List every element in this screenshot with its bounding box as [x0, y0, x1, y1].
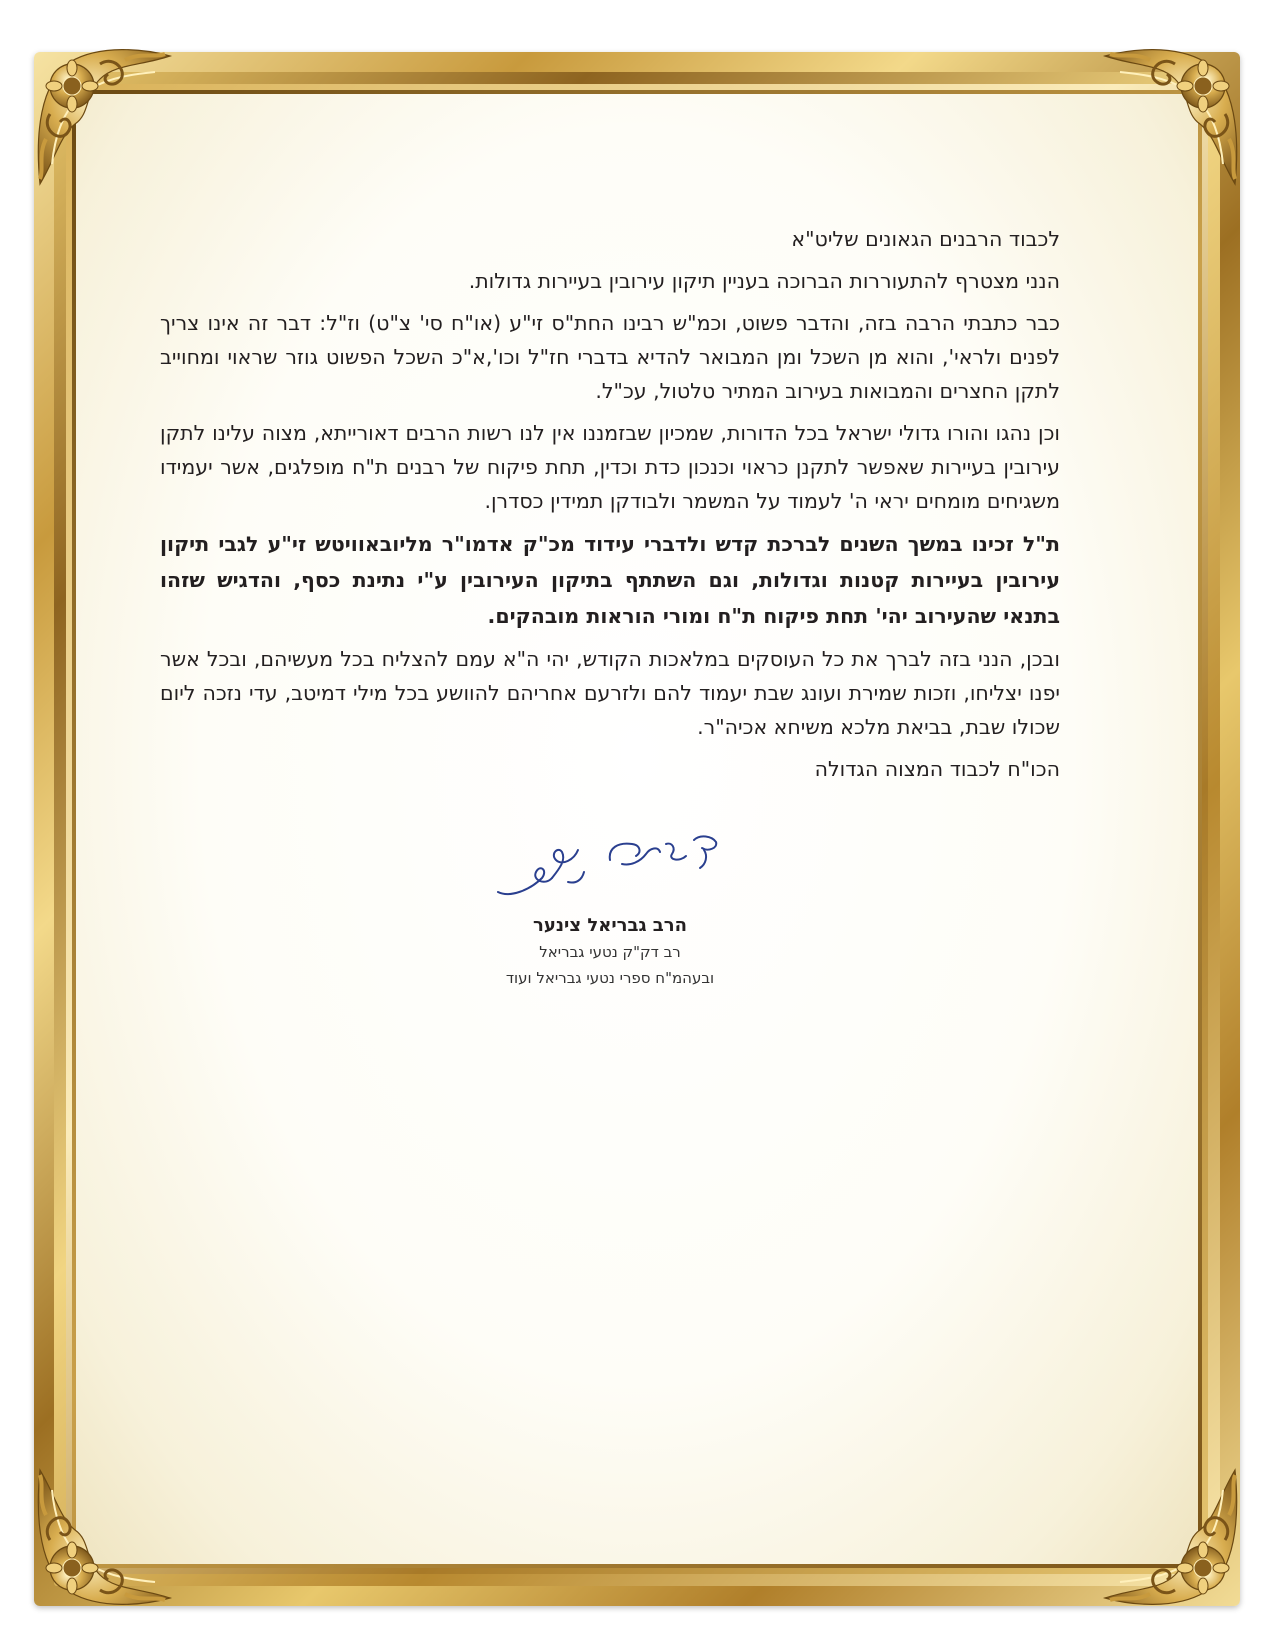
corner-ornament-icon — [30, 1460, 180, 1610]
salutation: לכבוד הרבנים הגאונים שליט"א — [791, 227, 1060, 251]
corner-ornament-icon — [30, 44, 180, 194]
handwritten-signature — [490, 820, 730, 905]
paragraph: כבר כתבתי הרבה בזה, והדבר פשוט, וכמ"ש רבינו החת"ס זי"ע (או"ח סי' צ"ט) וז"ל: דבר זה אינו צריך לפנים ולראי', והוא מן השכל ומן המבואר להדיא בדברי חז"ל וכו',א"כ השכל הפשוט גוזר שראוי ומחוייב לתקן החצרים והמבואות בעירוב המתיר טלטול, עכ"ל. — [160, 311, 1060, 403]
letter-body — [160, 222, 1060, 794]
closing-line: הכו"ח לכבוד המצוה הגדולה — [814, 757, 1060, 781]
bold-paragraph: ת"ל זכינו במשך השנים לברכת קדש ולדברי עידוד מכ"ק אדמו"ר מליובאוויטש זי"ע לגבי תיקון עירובין בעיירות קטנות וגדולות, וגם השתתף בתיקון העירובין ע"י נתינת כסף, והדגיש שזהו בתנאי שהעירוב יהי' תחת פיקוח ת"ח ומורי הוראות מובהקים. — [160, 532, 1060, 628]
corner-ornament-icon — [1095, 44, 1245, 194]
paragraph: ובכן, הנני בזה לברך את כל העוסקים במלאכות הקודש, יהי ה"א עמם להצליח בכל מעשיהם, ובכל אשר יפנו יצליחו, וזכות שמירת ועונג שבת יעמוד להם ולזרעם אחריהם להוושע בכל מילי דמיטב, עדי נזכה ליום שכולו שבת, בביאת מלכא משיחא אכיה"ר. — [160, 647, 1060, 739]
signer-title: ובעהמ"ח ספרי נטעי גבריאל ועוד — [505, 969, 715, 987]
corner-ornament-icon — [1095, 1460, 1245, 1610]
paragraph: וכן נהגו והורו גדולי ישראל בכל הדורות, שמכיון שבזמננו אין לנו רשות הרבים דאורייתא, מצוה עלינו לתקן עירובין בעיירות שאפשר לתקנן כראוי וכנכון כדת וכדין, תחת פיקוח של רבנים ת"ח מופלגים, אשר יעמידו משגיחים מומחים יראי ה' לעמוד על המשמר ולבודקן תמידין כסדרן. — [160, 421, 1060, 513]
intro-line: הנני מצטרף להתעוררות הברוכה בעניין תיקון עירובין בעיירות גדולות. — [468, 269, 1060, 293]
signer-title: רב דק"ק נטעי גבריאל — [539, 943, 681, 961]
signer-name: הרב גבריאל צינער — [533, 915, 687, 936]
signature-block — [400, 820, 820, 991]
